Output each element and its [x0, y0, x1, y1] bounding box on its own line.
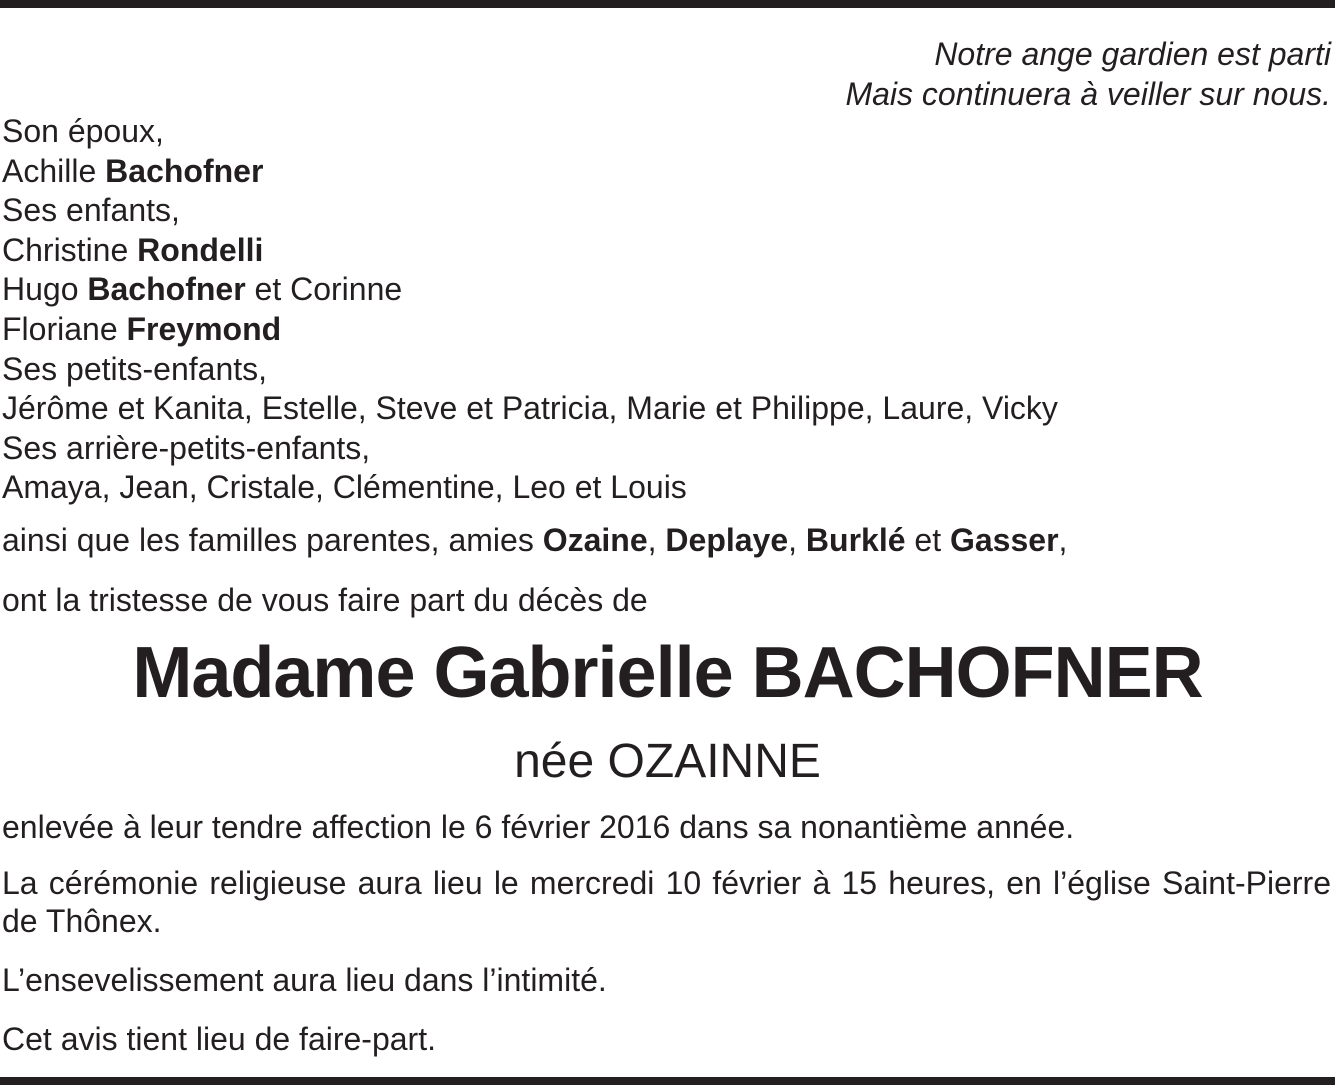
burial-line: L’ensevelissement aura lieu dans l’intimité. — [2, 962, 607, 998]
family-list — [2, 112, 1058, 508]
grandchildren-heading: Ses petits-enfants, — [2, 350, 268, 387]
friends-intro: ainsi que les familles parentes, amies — [2, 522, 534, 558]
announcement-line: ont la tristesse de vous faire part du décès de — [2, 582, 648, 618]
family-name: Ozaine — [542, 522, 648, 558]
conjunction: et — [914, 522, 942, 558]
great-grandchildren-heading: Ses arrière-petits-enfants, — [2, 429, 371, 466]
epigraph-line-1: Notre ange gardien est parti — [934, 36, 1331, 72]
spouse-name — [2, 152, 1058, 192]
child-first-name: Christine — [2, 231, 129, 268]
child-last-name: Freymond — [126, 310, 282, 347]
ceremony-paragraph: La cérémonie religieuse aura lieu le mercredi 10 février à 15 heures, en l’église Saint-Pierre de Thônex. — [2, 865, 1331, 939]
epigraph-line-2: Mais continuera à veiller sur nous. — [845, 76, 1331, 112]
child-entry — [2, 310, 1058, 350]
spouse-first-name: Achille — [2, 152, 97, 189]
child-first-name: Hugo — [2, 271, 79, 308]
separator: , — [1058, 522, 1068, 558]
child-first-name: Floriane — [2, 310, 118, 347]
grandchildren-names: Jérôme et Kanita, Estelle, Steve et Patricia, Marie et Philippe, Laure, Vicky — [2, 390, 1058, 427]
separator: , — [647, 522, 657, 558]
child-last-name: Rondelli — [137, 231, 264, 268]
bottom-border-rule — [0, 1077, 1335, 1085]
family-name: Gasser — [949, 522, 1059, 558]
friends-families-line — [2, 520, 1067, 560]
closing-line: Cet avis tient lieu de faire-part. — [2, 1021, 436, 1057]
children-heading: Ses enfants, — [2, 192, 180, 229]
child-partner: et Corinne — [254, 271, 403, 308]
top-border-rule — [0, 0, 1335, 8]
child-entry — [2, 231, 1058, 271]
family-name: Burklé — [805, 522, 906, 558]
family-name: Deplaye — [665, 522, 789, 558]
epigraph — [845, 34, 1331, 114]
child-last-name: Bachofner — [87, 271, 246, 308]
child-entry — [2, 270, 1058, 310]
spouse-last-name: Bachofner — [105, 152, 264, 189]
great-grandchildren-names: Amaya, Jean, Cristale, Clémentine, Leo et Louis — [2, 469, 687, 506]
death-notice-line: enlevée à leur tendre affection le 6 février 2016 dans sa nonantième année. — [2, 809, 1075, 845]
maiden-name: née OZAINNE — [514, 735, 821, 788]
spouse-heading: Son époux, — [2, 113, 164, 149]
deceased-name: Madame Gabrielle BACHOFNER — [132, 633, 1203, 713]
separator: , — [788, 522, 798, 558]
